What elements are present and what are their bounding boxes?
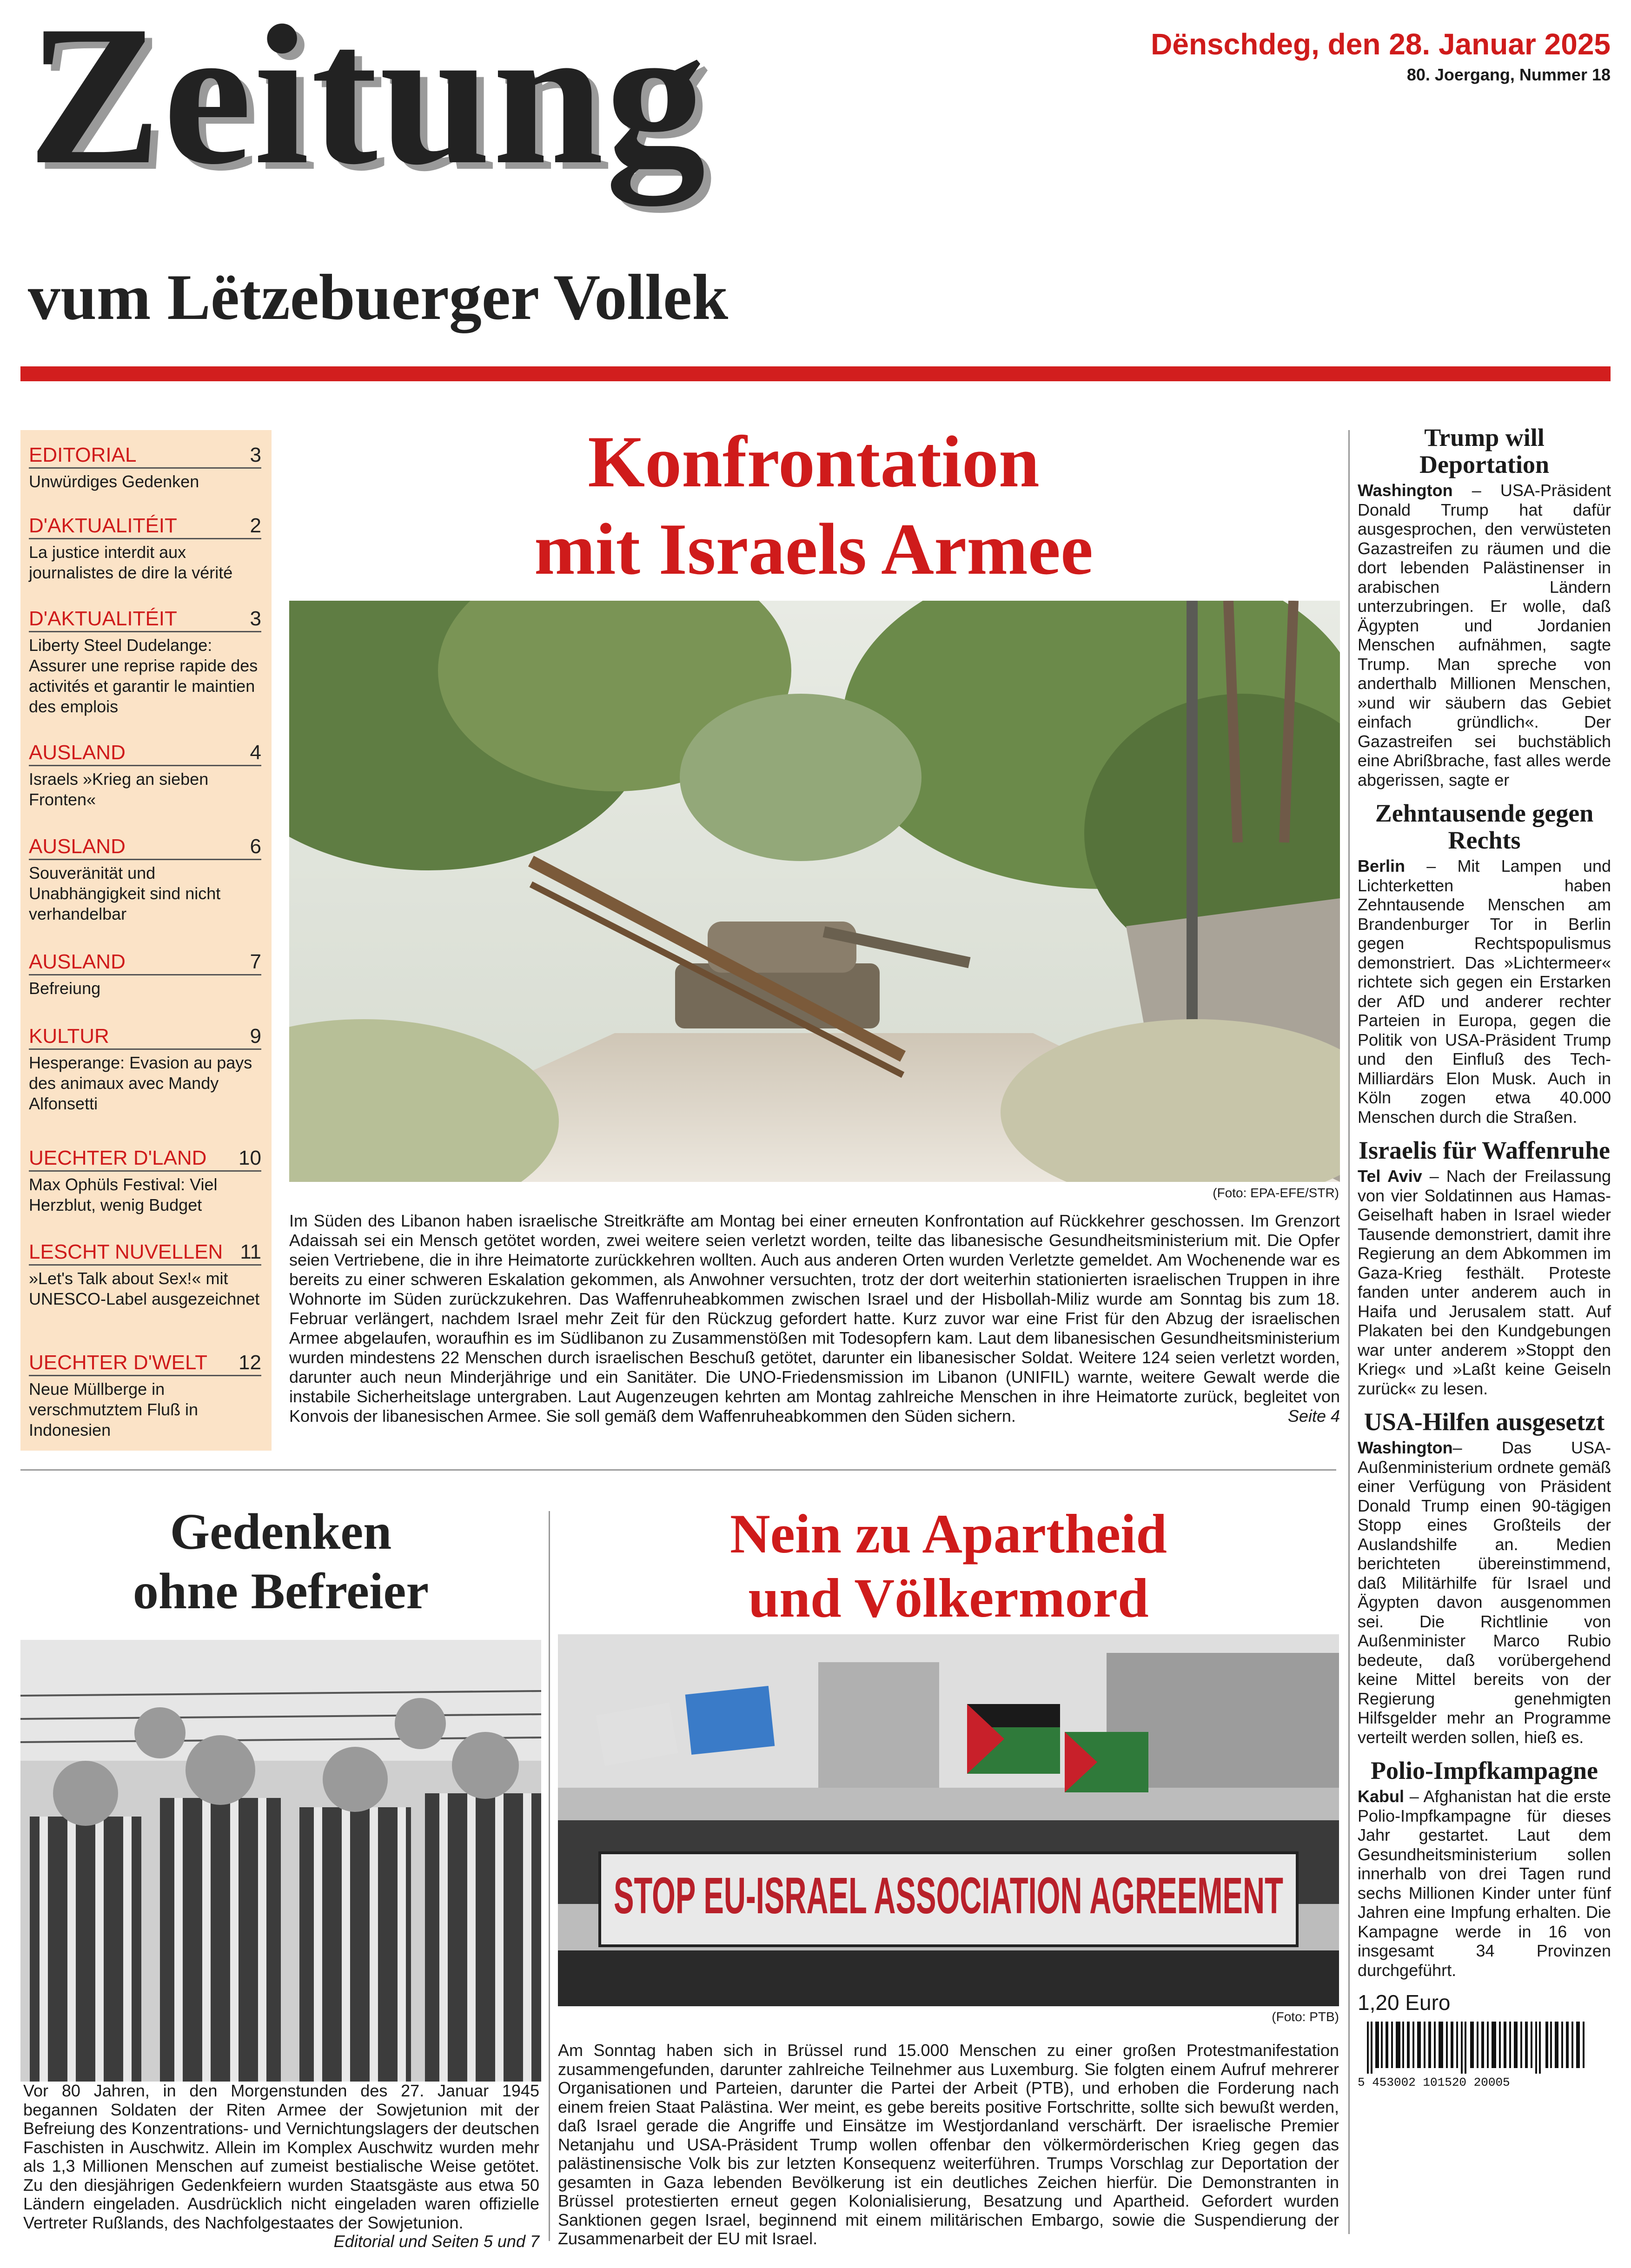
toc-title: Max Ophüls Festival: Viel Herzblut, wenig Budget (29, 1175, 218, 1214)
lead-body-text: Im Süden des Libanon haben israelische Streitkräfte am Montag bei einer erneuten Konfrontation auf Rückkehrer geschossen. Im Grenzort Adaissah sei ein Mensch getötet worden, zwei weitere seien verletzt worden, teilte das libanesische Gesundheitsministerium mit. Die Opfer seien Vertriebene, die in ihre Heimatorte zurückkehren wollten. Auch aus anderen Orten wurden Verletzte gemeldet. Am Wochenende war es bereits zu einer schweren Eskalation gekommen, als Anwohner versuchten, trotz der dort weiterhin stationierten israelischen Truppen in ihre Wohnorte im Süden zurückzukehren. Das Waffenruheabkommen zwischen Israel und der Hisbollah-Miliz wurde am Sonntag bis zum 18. Februar verlängert, nachdem Israel mehr Zeit für den Rückzug gefordert hatte. Kurz zuvor war eine Frist für den Abzug der israelischen Armee abgelaufen, woraufhin es im Südlibanon zu Zusammenstößen mit Todesopfern kam. Laut dem libanesischen Gesundheitsministerium wurden mindestens 22 Menschen durch israelischen Beschuß getötet, darunter ein libanesischer Soldat. Weitere 124 seien verletzt worden, darunter auch neun Minderjährige und ein Sanitäter. Die UNO-Friedensmission im Libanon (UNIFIL) warnte, weitere Gewalt werde die instabile Sicherheitslage untergraben. Laut Augenzeugen kehrten am Montag zahlreiche Menschen in ihre Heimatorte zurück, begleitet von Konvois der libanesischen Armee. Sie soll gemäß dem Waffenruheabkommen den Süden sichern. (289, 1211, 1340, 1426)
lead-headline-line1: Konfrontation (588, 421, 1040, 503)
toc-page: 10 (239, 1147, 261, 1169)
toc-title: Hesperange: Evasion au pays des animaux avec Mandy Alfonsetti (29, 1053, 252, 1113)
brief-dateline: Berlin (1358, 856, 1406, 875)
toc-page: 3 (250, 444, 261, 466)
brief[interactable] (1358, 800, 1611, 1127)
toc-section: D'AKTUALITÉIT (29, 607, 177, 630)
toc-section: D'AKTUALITÉIT (29, 514, 177, 537)
toc-item[interactable] (29, 443, 261, 492)
brief-text: – Afghanistan hat die erste Polio-Impfkampagne für dieses Jahr gestartet. Laut dem Gesundheitsministerium sollen innerhalb von drei Tagen rund sechs Millionen Kinder unter fünf Jahren eine Impfung erhalten. Die Kampagne werde in 16 von insgesamt 34 Provinzen durchgeführt. (1358, 1787, 1611, 1980)
gedenken-photo-auschwitz (20, 1640, 541, 2082)
masthead-divider (20, 366, 1611, 381)
toc-page: 4 (250, 741, 261, 764)
toc-section: AUSLAND (29, 741, 126, 764)
toc-section: EDITORIAL (29, 444, 137, 466)
issue-number: 80. Joergang, Nummer 18 (1406, 65, 1611, 84)
toc-section: UECHTER D'LAND (29, 1147, 207, 1169)
brief-text: – USA-Präsident Donald Trump hat dafür ausgesprochen, den verwüsteten Gazastreifen zu räumen und die dort lebenden Palästinenser in arabischen Ländern unterzubringen. Er wolle, daß Ägypten und Jordanien Menschen aufnähmen, sagte Trump. Man spreche von anderthalb Millionen Menschen, »und wir säubern das Gebiet einfach gründlich«. Der Gazastreifen sei buchstäblich eine Abrißbrache, fast alles werde abgerissen, sagte er (1358, 481, 1611, 789)
brief-dateline: Tel Aviv (1358, 1167, 1422, 1186)
toc-item[interactable] (29, 835, 261, 924)
toc-section: LESCHT NUVELLEN (29, 1240, 223, 1263)
brief-dateline: Kabul (1358, 1787, 1405, 1806)
toc-item[interactable] (29, 950, 261, 999)
toc-page: 6 (250, 835, 261, 858)
nein-photo-credit: (Foto: PTB) (1272, 2009, 1339, 2024)
gedenken-body-text: Vor 80 Jahren, in den Morgenstunden des 27. Januar 1945 begannen Soldaten der Riten Armee der Sowjetunion mit der Befreiung des Konzentrations- und Vernichtungslagers der deutschen Faschisten in Auschwitz. Allein im Komplex Auschwitz wurden mehr als 1,3 Millionen Menschen auf zumeist bestialische Weise getötet. Zu den diesjährigen Gedenkfeiern wurden Staatsgäste aus etwa 50 Ländern eingeladen. Ausdrücklich nicht eingeladen waren offizielle Vertreter Rußlands, des Nachfolgestaates der Sowjetunion. (23, 2081, 539, 2232)
toc-section: KULTUR (29, 1025, 109, 1048)
banner-text: STOP EU-ISRAEL ASSOCIATION AGREEMENT (614, 1867, 1283, 1924)
barcode-digits: 5 453002 101520 20005 (1358, 2076, 1510, 2089)
lead-headline[interactable] (279, 418, 1348, 593)
gedenken-headline[interactable] (20, 1502, 541, 1621)
toc-page: 7 (250, 950, 261, 973)
nein-photo-protest (558, 1634, 1339, 2006)
lead-photo-tank (289, 601, 1340, 1182)
toc-title: Unwürdiges Gedenken (29, 472, 199, 491)
toc-item[interactable] (29, 607, 261, 717)
lead-photo-credit: (Foto: EPA-EFE/STR) (1213, 1186, 1339, 1200)
toc-section: AUSLAND (29, 950, 126, 973)
price: 1,20 Euro (1358, 1990, 1451, 2015)
brief-headline: Trump will Deportation (1419, 424, 1549, 478)
toc-item[interactable] (29, 1024, 261, 1114)
brief-headline: USA-Hilfen ausgesetzt (1364, 1408, 1605, 1436)
toc-page: 11 (240, 1240, 261, 1263)
gedenken-headline-line1: Gedenken (170, 1503, 392, 1560)
toc-page: 2 (250, 514, 261, 537)
toc-item[interactable] (29, 741, 261, 810)
brief-dateline: Washington (1358, 481, 1453, 500)
toc-title: Liberty Steel Dudelange: Assurer une reprise rapide des activités et garantir le maintien des emplois (29, 636, 258, 716)
section-divider (20, 1469, 1336, 1471)
brief-headline: Polio-Impfkampagne (1370, 1757, 1598, 1784)
brief-headline: Zehntausende gegen Rechts (1375, 799, 1594, 854)
toc-page: 12 (239, 1351, 261, 1374)
toc-title: »Let's Talk about Sex!« mit UNESCO-Label ausgezeichnet (29, 1269, 260, 1308)
brief[interactable] (1358, 1408, 1611, 1747)
toc-page: 9 (250, 1025, 261, 1048)
brief[interactable] (1358, 1757, 1611, 1980)
lead-article-body (289, 1211, 1340, 1426)
toc-item[interactable] (29, 1351, 261, 1440)
table-of-contents (20, 430, 272, 1451)
toc-section: UECHTER D'WELT (29, 1351, 208, 1374)
barcode (1358, 2022, 1599, 2089)
nein-headline[interactable] (558, 1502, 1339, 1630)
nein-headline-line1: Nein zu Apartheid (729, 1503, 1167, 1565)
brief-text: – Das USA-Außenministerium ordnete gemäß einer Verfügung von Präsident Donald Trump einen 90-tägigen Stopp eines Großteils der Auslandshilfe an. Medien berichteten übereinstimmend, daß Militärhilfe für Israel und Ägypten davon ausgenommen sei. Die Richtlinie von Außenminister Marco Rubio bedeute, daß vorübergehend keine Mittel bereits von der Regierung genehmigten Hilfsgelder mehr an Programme verteilt werden sollen, hieß es. (1358, 1438, 1611, 1747)
news-briefs-column (1358, 424, 1611, 2089)
toc-section: AUSLAND (29, 835, 126, 858)
toc-item[interactable] (29, 1146, 261, 1215)
brief[interactable] (1358, 424, 1611, 789)
toc-item[interactable] (29, 1240, 261, 1309)
gedenken-article-body (23, 2082, 539, 2251)
brief-text: – Nach der Freilassung von vier Soldatinnen aus Hamas-Geiselhaft haben in Israel wieder Tausende demonstriert, damit ihre Regierung an dem Abkommen im Gaza-Krieg festhält. Proteste fanden unter anderem auch in Haifa und Jerusalem statt. Auf Plakaten bei den Kundgebungen war unter anderem »Stoppt den Krieg« und »Laßt keine Geiseln zurück« zu lesen. (1358, 1167, 1611, 1398)
gedenken-page-reference[interactable]: Editorial und Seiten 5 und 7 (333, 2232, 539, 2251)
brief[interactable] (1358, 1137, 1611, 1398)
brief-headline: Israelis für Waffenruhe (1358, 1136, 1610, 1164)
nein-article-body: Am Sonntag haben sich in Brüssel rund 15.000 Menschen zu einer großen Protestmanifestation zusammengefunden, darunter zahlreiche Teilnehmer aus Luxemburg. Sie folgten einem Aufruf mehrerer Organisationen und Parteien, darunter die Partei der Arbeit (PTB), und erhoben die Forderung nach einem freien Staat Palästina. Wer meint, es gebe bereits positive Fortschritte, sollte sich bewußt werden, daß Israel gerade die Angriffe und Einsätze im Westjordanland verschärft. Der israelische Premier Netanjahu und USA-Präsident Trump wollen offenbar den völkermörderischen Krieg gegen das palästinensische Volk bis zur letzten Konsequenz weiterführen. Trumps Vorschlag zur Deportation der gesamten in Gaza lebenden Bevölkerung ist ein deutliches Zeichen hierfür. Die Demonstranten in Brüssel protestierten erneut gegen Kolonialisierung, Besatzung und Apartheid. Gefordert wurden Sanktionen gegen Israel, beginnend mit einem militärischen Embargo, sowie die Suspendierung der Zusammenarbeit der EU mit Israel. (558, 2041, 1339, 2248)
toc-page: 3 (250, 607, 261, 630)
masthead-title: Zeitung (28, 0, 708, 206)
lead-headline-line2: mit Israels Armee (534, 509, 1094, 590)
brief-text: – Mit Lampen und Lichterketten haben Zehntausende Menschen am Brandenburger Tor in Berlin gegen Rechtspopulismus demonstriert. Das »Lichtermeer« richtete sich gegen ein Erstarken der AfD und anderer rechter Parteien in Europa, gegen die Politik von USA-Präsident Trump und den Einfluß des Tech-Milliardärs Elon Musk. Auch in Köln zogen etwa 40.000 Menschen durch die Straßen. (1358, 856, 1611, 1127)
toc-title: Neue Müllberge in verschmutztem Fluß in Indonesien (29, 1379, 199, 1439)
column-divider (1348, 430, 1350, 2234)
toc-title: Souveränität und Unabhängigkeit sind nicht verhandelbar (29, 863, 221, 923)
brief-dateline: Washington (1358, 1438, 1453, 1457)
toc-item[interactable] (29, 514, 261, 583)
nein-headline-line2: und Völkermord (748, 1567, 1149, 1629)
toc-title: Befreiung (29, 979, 101, 998)
toc-title: Israels »Krieg an sieben Fronten« (29, 769, 209, 809)
toc-title: La justice interdit aux journalistes de dire la vérité (29, 543, 233, 582)
issue-date: Dënschdeg, den 28. Januar 2025 (1151, 27, 1611, 61)
masthead-subtitle: vum Lëtzebuerger Vollek (28, 261, 729, 333)
lead-page-reference[interactable]: Seite 4 (1287, 1406, 1340, 1426)
column-divider (549, 1511, 550, 2241)
gedenken-headline-line2: ohne Befreier (133, 1563, 429, 1619)
